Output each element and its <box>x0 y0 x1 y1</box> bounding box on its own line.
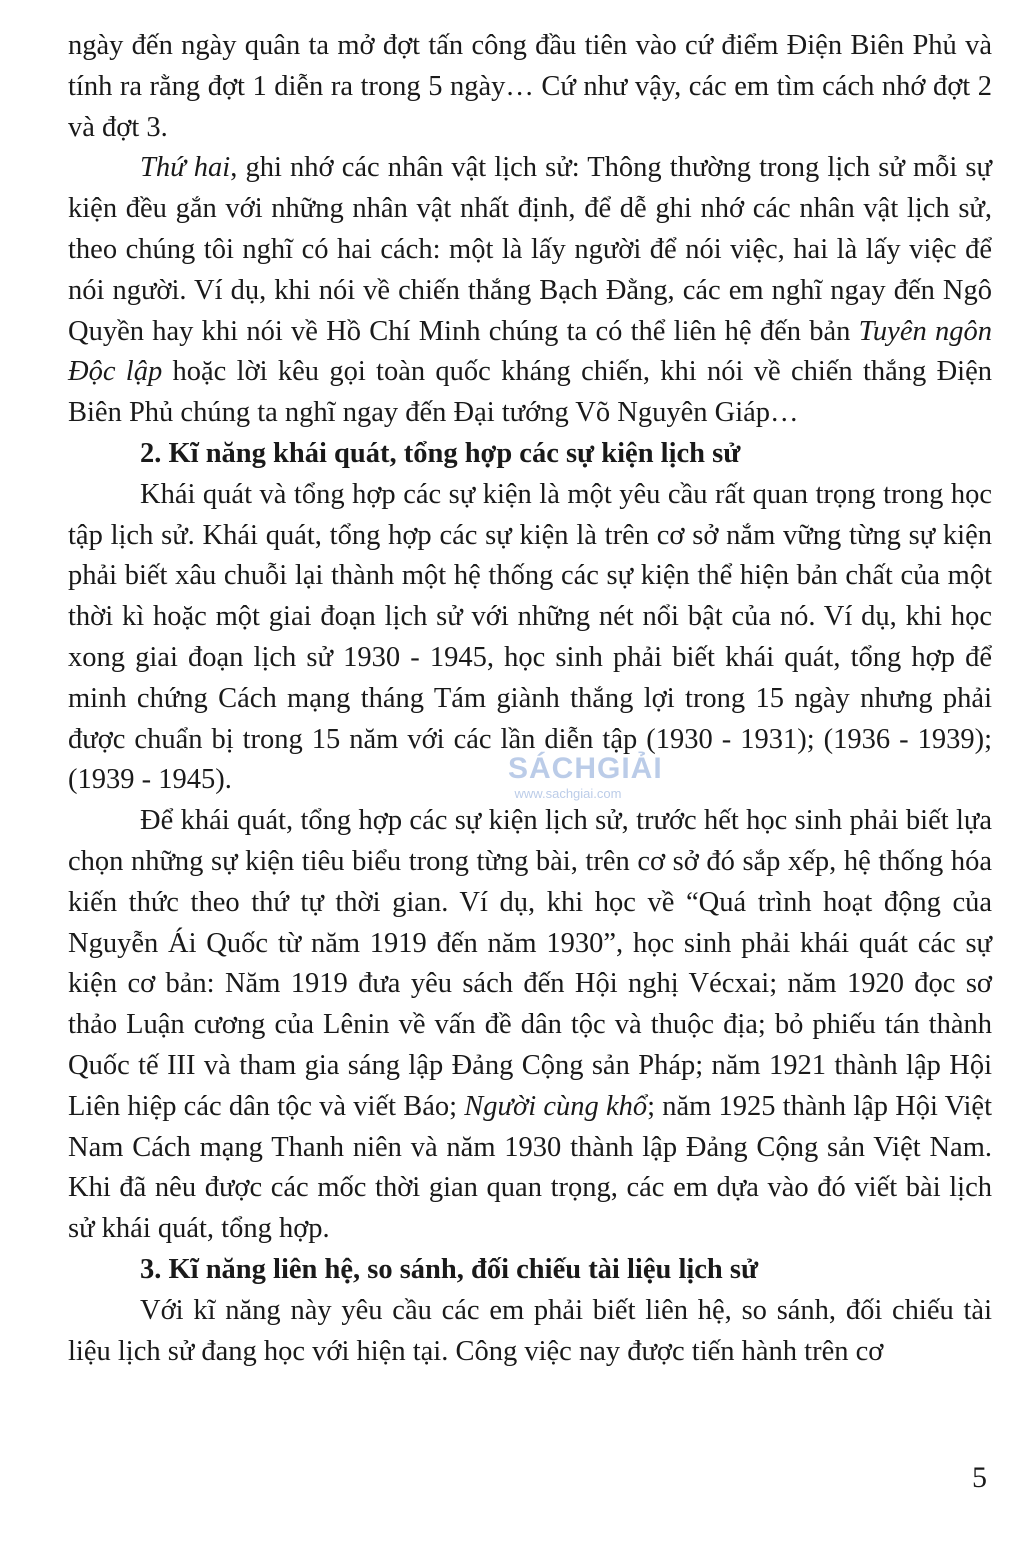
paragraph-2 <box>68 148 992 434</box>
italic-nguoi-cung-kho: Người cùng khổ <box>464 1090 648 1122</box>
page-body <box>68 26 992 1372</box>
watermark-text: SÁCHGIẢI <box>508 752 663 785</box>
paragraph-1: ngày đến ngày quân ta mở đợt tấn công đầu tiên vào cứ điểm Điện Biên Phủ và tính ra rằng đợt 1 diễn ra trong 5 ngày… Cứ như vậy, các em tìm cách nhớ đợt 2 và đợt 3. <box>68 30 992 143</box>
paragraph-4-text-a: Để khái quát, tổng hợp các sự kiện lịch sử, trước hết học sinh phải biết lựa chọn những sự kiện tiêu biểu trong từng bài, trên cơ sở đó sắp xếp, hệ thống hóa kiến thức theo thứ tự thời gian. Ví dụ, khi học về “Quá trình hoạt động của Nguyễn Ái Quốc từ năm 1919 đến năm 1930”, học sinh phải khái quát các sự kiện cơ bản: Năm 1919 đưa yêu sách đến Hội nghị Vécxai; năm 1920 đọc sơ thảo Luận cương của Lênin về vấn đề dân tộc và thuộc địa; bỏ phiếu tán thành Quốc tế III và tham gia sáng lập Đảng Cộng sản Pháp; năm 1921 thành lập Hội Liên hiệp các dân tộc và viết Báo; <box>68 805 992 1122</box>
page-number: 5 <box>972 1461 987 1494</box>
section-heading-2: 2. Kĩ năng khái quát, tổng hợp các sự kiện lịch sử <box>140 437 741 469</box>
watermark-logo <box>508 752 663 802</box>
section-heading-3: 3. Kĩ năng liên hệ, so sánh, đối chiếu tài liệu lịch sử <box>140 1253 759 1285</box>
paragraph-4-text-b: ; năm 1925 thành lập Hội Việt Nam Cách mạng Thanh niên và năm 1930 thành lập Đảng Cộng sản Việt Nam. Khi đã nêu được các mốc thời gian quan trọng, các em dựa vào đó viết bài lịch sử khái quát, tổng hợp. <box>68 1090 992 1245</box>
paragraph-5: Với kĩ năng này yêu cầu các em phải biết liên hệ, so sánh, đối chiếu tài liệu lịch sử đang học với hiện tại. Công việc nay được tiến hành trên cơ <box>68 1294 992 1367</box>
paragraph-2-text-a: , ghi nhớ các nhân vật lịch sử: Thông thường trong lịch sử mỗi sự kiện đều gắn với những nhân vật nhất định, để dễ ghi nhớ các nhân vật lịch sử, theo chúng tôi nghĩ có hai cách: một là lấy người để nói việc, hai là lấy việc để nói người. Ví dụ, khi nói về chiến thắng Bạch Đằng, các em nghĩ ngay đến Ngô Quyền hay khi nói về Hồ Chí Minh chúng ta có thể liên hệ đến bản <box>68 152 992 347</box>
italic-thu-hai: Thứ hai <box>140 152 231 184</box>
paragraph-3: Khái quát và tổng hợp các sự kiện là một yêu cầu rất quan trọng trong học tập lịch sử. Khái quát, tổng hợp các sự kiện là trên cơ sở nắm vững từng sự kiện phải biết xâu chuỗi lại thành một hệ thống các sự kiện thể hiện bản chất của một thời kì hoặc một giai đoạn lịch sử với những nét nổi bật của nó. Ví dụ, khi học xong giai đoạn lịch sử 1930 - 1945, học sinh phải biết khái quát, tổng hợp để minh chứng Cách mạng tháng Tám giành thắng lợi trong 15 ngày nhưng phải được chuẩn bị trong 15 năm với các lần diễn tập (1930 - 1931); (1936 - 1939); (1939 - 1945). <box>68 478 992 796</box>
paragraph-2-text-b: hoặc lời kêu gọi toàn quốc kháng chiến, khi nói về chiến thắng Điện Biên Phủ chúng ta nghĩ ngay đến Đại tướng Võ Nguyên Giáp… <box>68 356 992 429</box>
italic-tuyen-ngon: Tuyên ngôn Độc lập <box>68 315 992 388</box>
watermark-url: www.sachgiai.com <box>514 786 622 801</box>
paragraph-4 <box>68 801 992 1250</box>
